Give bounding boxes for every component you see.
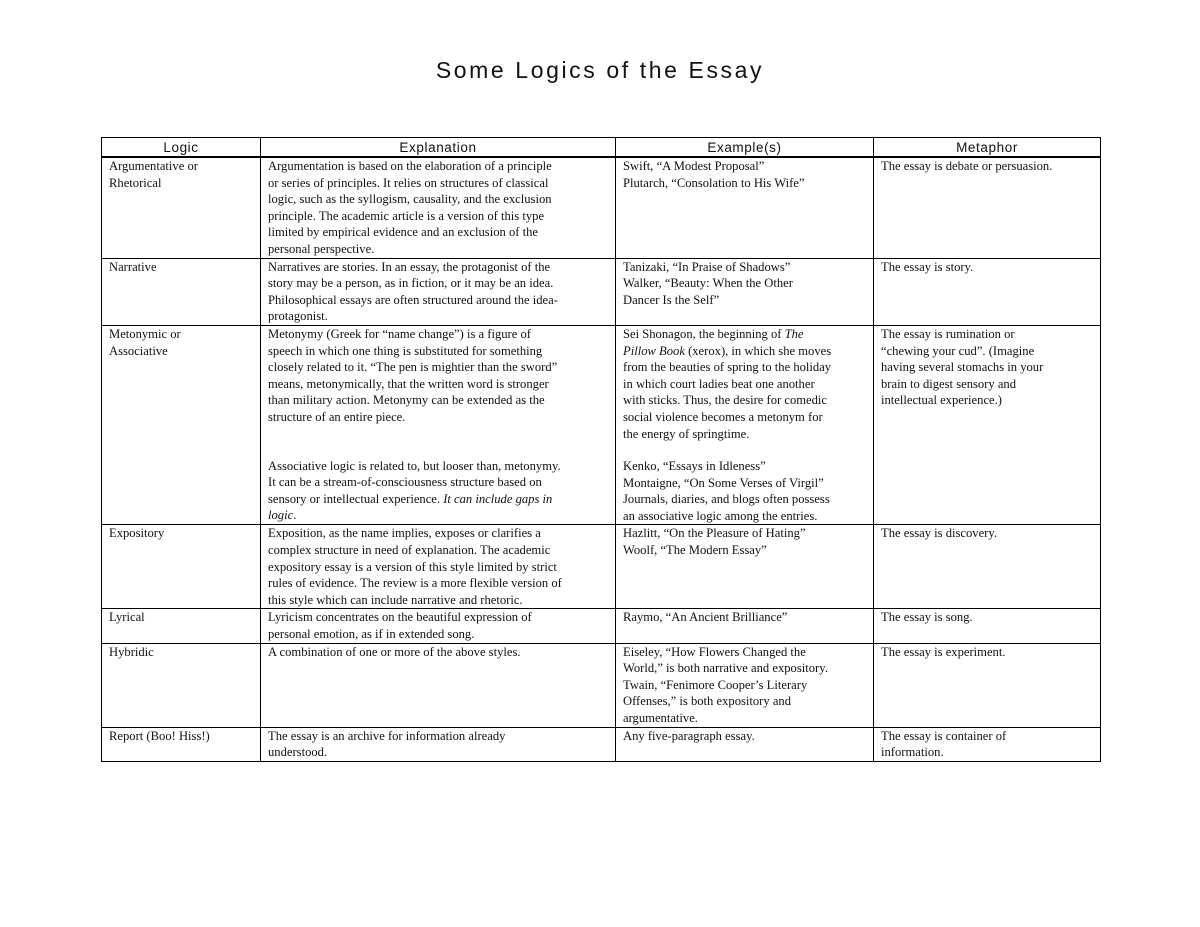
header-logic: Logic bbox=[102, 138, 261, 158]
explanation-cell: The essay is an archive for information already understood. bbox=[261, 727, 616, 761]
example-associative: Kenko, “Essays in Idleness” Montaigne, “On Some Verses of Virgil” Journals, diaries, and blogs often possess an associative logic among the entries. bbox=[623, 459, 830, 523]
explanation-cell: Lyricism concentrates on the beautiful expression of personal emotion, as if in extended song. bbox=[261, 609, 616, 643]
examples-cell bbox=[616, 325, 874, 525]
logic-cell: Metonymic or Associative bbox=[102, 325, 261, 525]
explanation-associative-end: . bbox=[293, 508, 297, 523]
explanation-associative: Associative logic is related to, but looser than, metonymy. It can be a stream-of-consciousness structure based on sensory or intellectual experience. bbox=[268, 458, 561, 506]
explanation-cell bbox=[261, 325, 616, 525]
metaphor-cell: The essay is experiment. bbox=[874, 643, 1101, 727]
metaphor-cell: The essay is song. bbox=[874, 609, 1101, 643]
page-title: Some Logics of the Essay bbox=[435, 57, 765, 83]
logic-cell: Report (Boo! Hiss!) bbox=[102, 727, 261, 761]
table-row bbox=[102, 727, 1101, 761]
logics-table bbox=[101, 137, 1101, 762]
logic-cell: Hybridic bbox=[102, 643, 261, 727]
metaphor-cell: The essay is story. bbox=[874, 258, 1101, 325]
logic-cell: Narrative bbox=[102, 258, 261, 325]
examples-cell: Raymo, “An Ancient Brilliance” bbox=[616, 609, 874, 643]
example-shonagon: Sei Shonagon, the beginning of bbox=[623, 326, 785, 341]
explanation-cell: A combination of one or more of the above styles. bbox=[261, 643, 616, 727]
logic-cell: Expository bbox=[102, 525, 261, 609]
explanation-cell: Narratives are stories. In an essay, the protagonist of the story may be a person, as in fiction, or it may be an idea. Philosophical essays are often structured around the idea- protagonist. bbox=[261, 258, 616, 325]
table-row bbox=[102, 643, 1101, 727]
table-row bbox=[102, 258, 1101, 325]
metaphor-cell: The essay is debate or persuasion. bbox=[874, 157, 1101, 258]
table-row bbox=[102, 609, 1101, 643]
logic-cell: Lyrical bbox=[102, 609, 261, 643]
explanation-cell: Exposition, as the name implies, exposes or clarifies a complex structure in need of explanation. The academic expository essay is a version of this style limited by strict rules of evidence. The review is a more flexible version of this style which can include narrative and rhetoric. bbox=[261, 525, 616, 609]
explanation-associative-italic: It can include gaps in logic bbox=[268, 491, 553, 523]
example-shonagon-title: The Pillow Book bbox=[623, 326, 804, 358]
table-row bbox=[102, 525, 1101, 609]
explanation-cell: Argumentation is based on the elaboration of a principle or series of principles. It relies on structures of classical logic, such as the syllogism, causality, and the exclusion principle. The academic article is a version of this type limited by empirical evidence and an exclusion of the personal perspective. bbox=[261, 157, 616, 258]
examples-cell: Hazlitt, “On the Pleasure of Hating” Woolf, “The Modern Essay” bbox=[616, 525, 874, 609]
header-row bbox=[102, 138, 1101, 158]
metaphor-cell: The essay is container of information. bbox=[874, 727, 1101, 761]
example-shonagon-rest: (xerox), in which she moves from the beauties of spring to the holiday in which court ladies beat one another with sticks. Thus, the desire for comedic social violence becomes a metonym for the energy of springtime. bbox=[623, 343, 832, 441]
header-explanation: Explanation bbox=[261, 138, 616, 158]
explanation-metonymy: Metonymy (Greek for “name change”) is a figure of speech in which one thing is substituted for something closely related to it. “The pen is mightier than the sword” means, metonymically, that the written word is stronger than military action. Metonymy can be extended as the structure of an entire piece. bbox=[268, 326, 558, 424]
metaphor-cell: The essay is discovery. bbox=[874, 525, 1101, 609]
examples-cell: Eiseley, “How Flowers Changed the World,” is both narrative and expository. Twain, “Fenimore Cooper’s Literary Offenses,” is both expository and argumentative. bbox=[616, 643, 874, 727]
examples-cell: Swift, “A Modest Proposal” Plutarch, “Consolation to His Wife” bbox=[616, 157, 874, 258]
metaphor-cell: The essay is rumination or “chewing your cud”. (Imagine having several stomachs in your brain to digest sensory and intellectual experience.) bbox=[874, 325, 1101, 525]
logic-cell: Argumentative or Rhetorical bbox=[102, 157, 261, 258]
header-metaphor: Metaphor bbox=[874, 138, 1101, 158]
examples-cell: Any five-paragraph essay. bbox=[616, 727, 874, 761]
examples-cell: Tanizaki, “In Praise of Shadows” Walker, “Beauty: When the Other Dancer Is the Self” bbox=[616, 258, 874, 325]
header-examples: Example(s) bbox=[616, 138, 874, 158]
table-row bbox=[102, 325, 1101, 525]
table-row bbox=[102, 157, 1101, 258]
